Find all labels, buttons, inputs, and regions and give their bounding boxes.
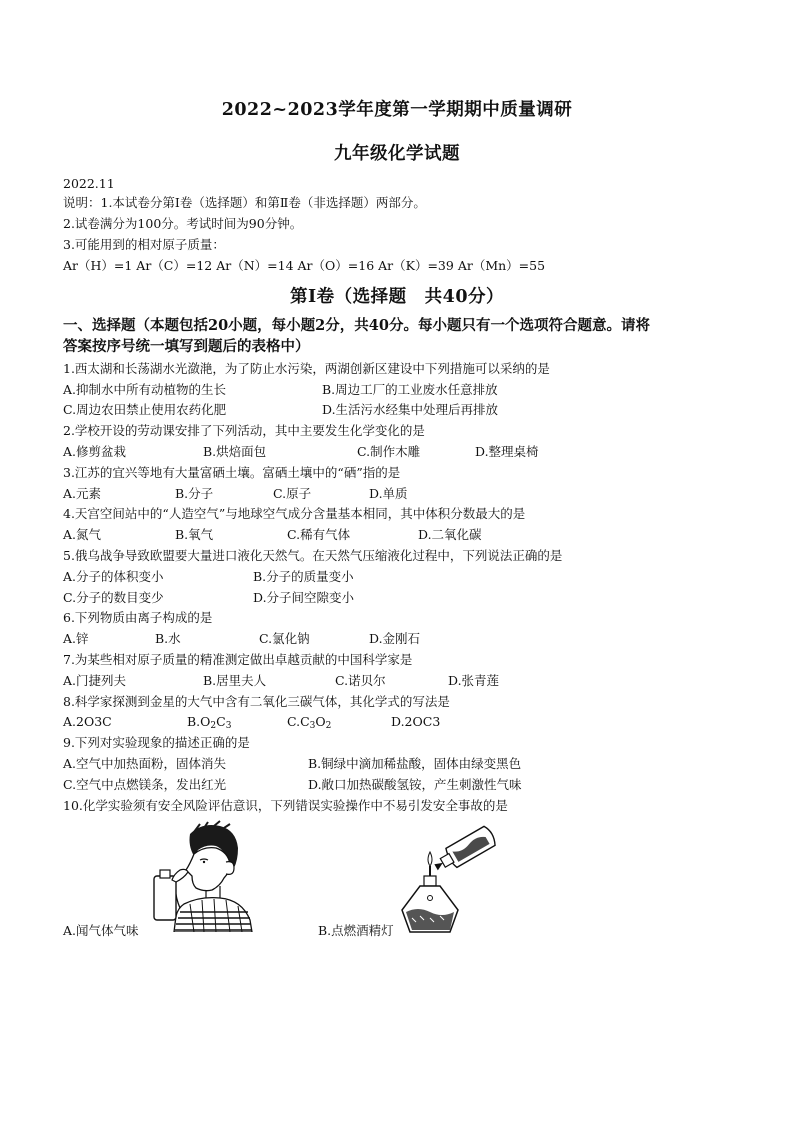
question-3-option-a[interactable]: A.元素 xyxy=(63,486,102,501)
question-5-stem: 5.俄乌战争导致欧盟要大量进口液化天然气。在天然气压缩液化过程中，下列说法正确的是 xyxy=(63,548,563,563)
question-5-option-b[interactable]: B.分子的质量变小 xyxy=(253,569,354,584)
question-10-option-b[interactable]: B.点燃酒精灯 xyxy=(318,923,394,938)
carbon-symbol: C xyxy=(216,714,226,729)
question-4-option-b[interactable]: B.氧气 xyxy=(175,527,214,542)
alcohol-lamp-illustration xyxy=(400,818,505,936)
question-1-option-a[interactable]: A.抑制水中所有动植物的生长 xyxy=(63,382,227,397)
question-8-option-c[interactable] xyxy=(287,713,331,730)
question-4-option-d[interactable]: D.二氧化碳 xyxy=(418,527,482,542)
note-3: 3.可能用到的相对原子质量： xyxy=(63,237,225,252)
question-7-stem: 7.为某些相对原子质量的精准测定做出卓越贡献的中国科学家是 xyxy=(63,652,413,667)
subscript: 2 xyxy=(325,721,332,731)
question-1-option-d[interactable]: D.生活污水经集中处理后再排放 xyxy=(322,402,499,417)
question-7-option-d[interactable]: D.张青莲 xyxy=(448,673,500,688)
question-6-option-b[interactable]: B.水 xyxy=(155,631,181,646)
question-1-option-c[interactable]: C.周边农田禁止使用农药化肥 xyxy=(63,402,227,417)
question-10-stem: 10.化学实验须有安全风险评估意识，下列错误实验操作中不易引发安全事故的是 xyxy=(63,798,508,813)
question-3-stem: 3.江苏的宜兴等地有大量富硒土壤。富硒土壤中的“硒”指的是 xyxy=(63,465,401,480)
question-3-option-d[interactable]: D.单质 xyxy=(369,486,408,501)
question-2-option-a[interactable]: A.修剪盆栽 xyxy=(63,444,127,459)
question-9-stem: 9.下列对实验现象的描述正确的是 xyxy=(63,735,250,750)
question-2-option-b[interactable]: B.烘焙面包 xyxy=(203,444,267,459)
question-9-option-d[interactable]: D.敞口加热碳酸氢铵，产生刺激性气味 xyxy=(308,777,522,792)
question-8-option-a[interactable]: A.2O3C xyxy=(63,714,112,729)
question-4-option-c[interactable]: C.稀有气体 xyxy=(287,527,351,542)
exam-subtitle: 九年级化学试题 xyxy=(334,144,460,164)
question-7-option-a[interactable]: A.门捷列夫 xyxy=(63,673,127,688)
question-5-option-a[interactable]: A.分子的体积变小 xyxy=(63,569,164,584)
question-9-option-b[interactable]: B.铜绿中滴加稀盐酸，固体由绿变黑色 xyxy=(308,756,522,771)
question-6-stem: 6.下列物质由离子构成的是 xyxy=(63,610,213,625)
question-7-option-b[interactable]: B.居里夫人 xyxy=(203,673,267,688)
subscript: 3 xyxy=(309,721,316,731)
question-7-option-c[interactable]: C.诺贝尔 xyxy=(335,673,386,688)
question-10-option-a[interactable]: A.闻气体气味 xyxy=(63,923,139,938)
smelling-gas-illustration xyxy=(150,820,255,932)
question-6-option-c[interactable]: C.氯化钠 xyxy=(259,631,310,646)
exam-date: 2022.11 xyxy=(63,176,115,191)
note-2: 2.试卷满分为100分。考试时间为90分钟。 xyxy=(63,216,303,231)
question-5-option-c[interactable]: C.分子的数目变少 xyxy=(63,590,164,605)
question-1-stem: 1.西太湖和长荡湖水光潋滟，为了防止水污染，两湖创新区建设中下列措施可以采纳的是 xyxy=(63,361,550,376)
question-6-option-d[interactable]: D.金刚石 xyxy=(369,631,421,646)
note-1: 说明：1.本试卷分第Ⅰ卷（选择题）和第Ⅱ卷（非选择题）两部分。 xyxy=(63,195,426,210)
question-8-option-b[interactable] xyxy=(187,713,231,730)
question-8-stem: 8.科学家探测到金星的大气中含有二氧化三碳气体，其化学式的写法是 xyxy=(63,694,450,709)
question-4-option-a[interactable]: A.氮气 xyxy=(63,527,102,542)
question-8-option-c-prefix: C.C xyxy=(287,714,310,729)
subscript: 3 xyxy=(225,721,232,731)
question-8-option-b-prefix: B.O xyxy=(187,714,211,729)
question-8-option-d[interactable]: D.2OC3 xyxy=(391,714,441,729)
question-2-option-d[interactable]: D.整理桌椅 xyxy=(475,444,539,459)
section-instruction-2: 答案按序号统一填写到题后的表格中） xyxy=(63,338,310,355)
atomic-masses: Ar（H）=1 Ar（C）=12 Ar（N）=14 Ar（O）=16 Ar（K）=39 Ar（Mn）=55 xyxy=(63,258,546,273)
subscript: 2 xyxy=(210,721,217,731)
question-2-stem: 2.学校开设的劳动课安排了下列活动，其中主要发生化学变化的是 xyxy=(63,423,425,438)
question-3-option-b[interactable]: B.分子 xyxy=(175,486,214,501)
exam-title: 2022~2023学年度第一学期期中质量调研 xyxy=(221,100,573,120)
question-9-option-a[interactable]: A.空气中加热面粉，固体消失 xyxy=(63,756,227,771)
question-3-option-c[interactable]: C.原子 xyxy=(273,486,312,501)
oxygen-symbol: O xyxy=(315,714,326,729)
question-9-option-c[interactable]: C.空气中点燃镁条，发出红光 xyxy=(63,777,227,792)
section-title: 第Ⅰ卷（选择题 共40分） xyxy=(289,287,505,307)
question-2-option-c[interactable]: C.制作木雕 xyxy=(357,444,421,459)
question-1-option-b[interactable]: B.周边工厂的工业废水任意排放 xyxy=(322,382,498,397)
question-5-option-d[interactable]: D.分子间空隙变小 xyxy=(253,590,355,605)
question-6-option-a[interactable]: A.锌 xyxy=(63,631,89,646)
section-instruction-1: 一、选择题（本题包括20小题，每小题2分，共40分。每小题只有一个选项符合题意。请将 xyxy=(63,317,650,334)
question-4-stem: 4.天宫空间站中的“人造空气”与地球空气成分含量基本相同，其中体积分数最大的是 xyxy=(63,506,526,521)
